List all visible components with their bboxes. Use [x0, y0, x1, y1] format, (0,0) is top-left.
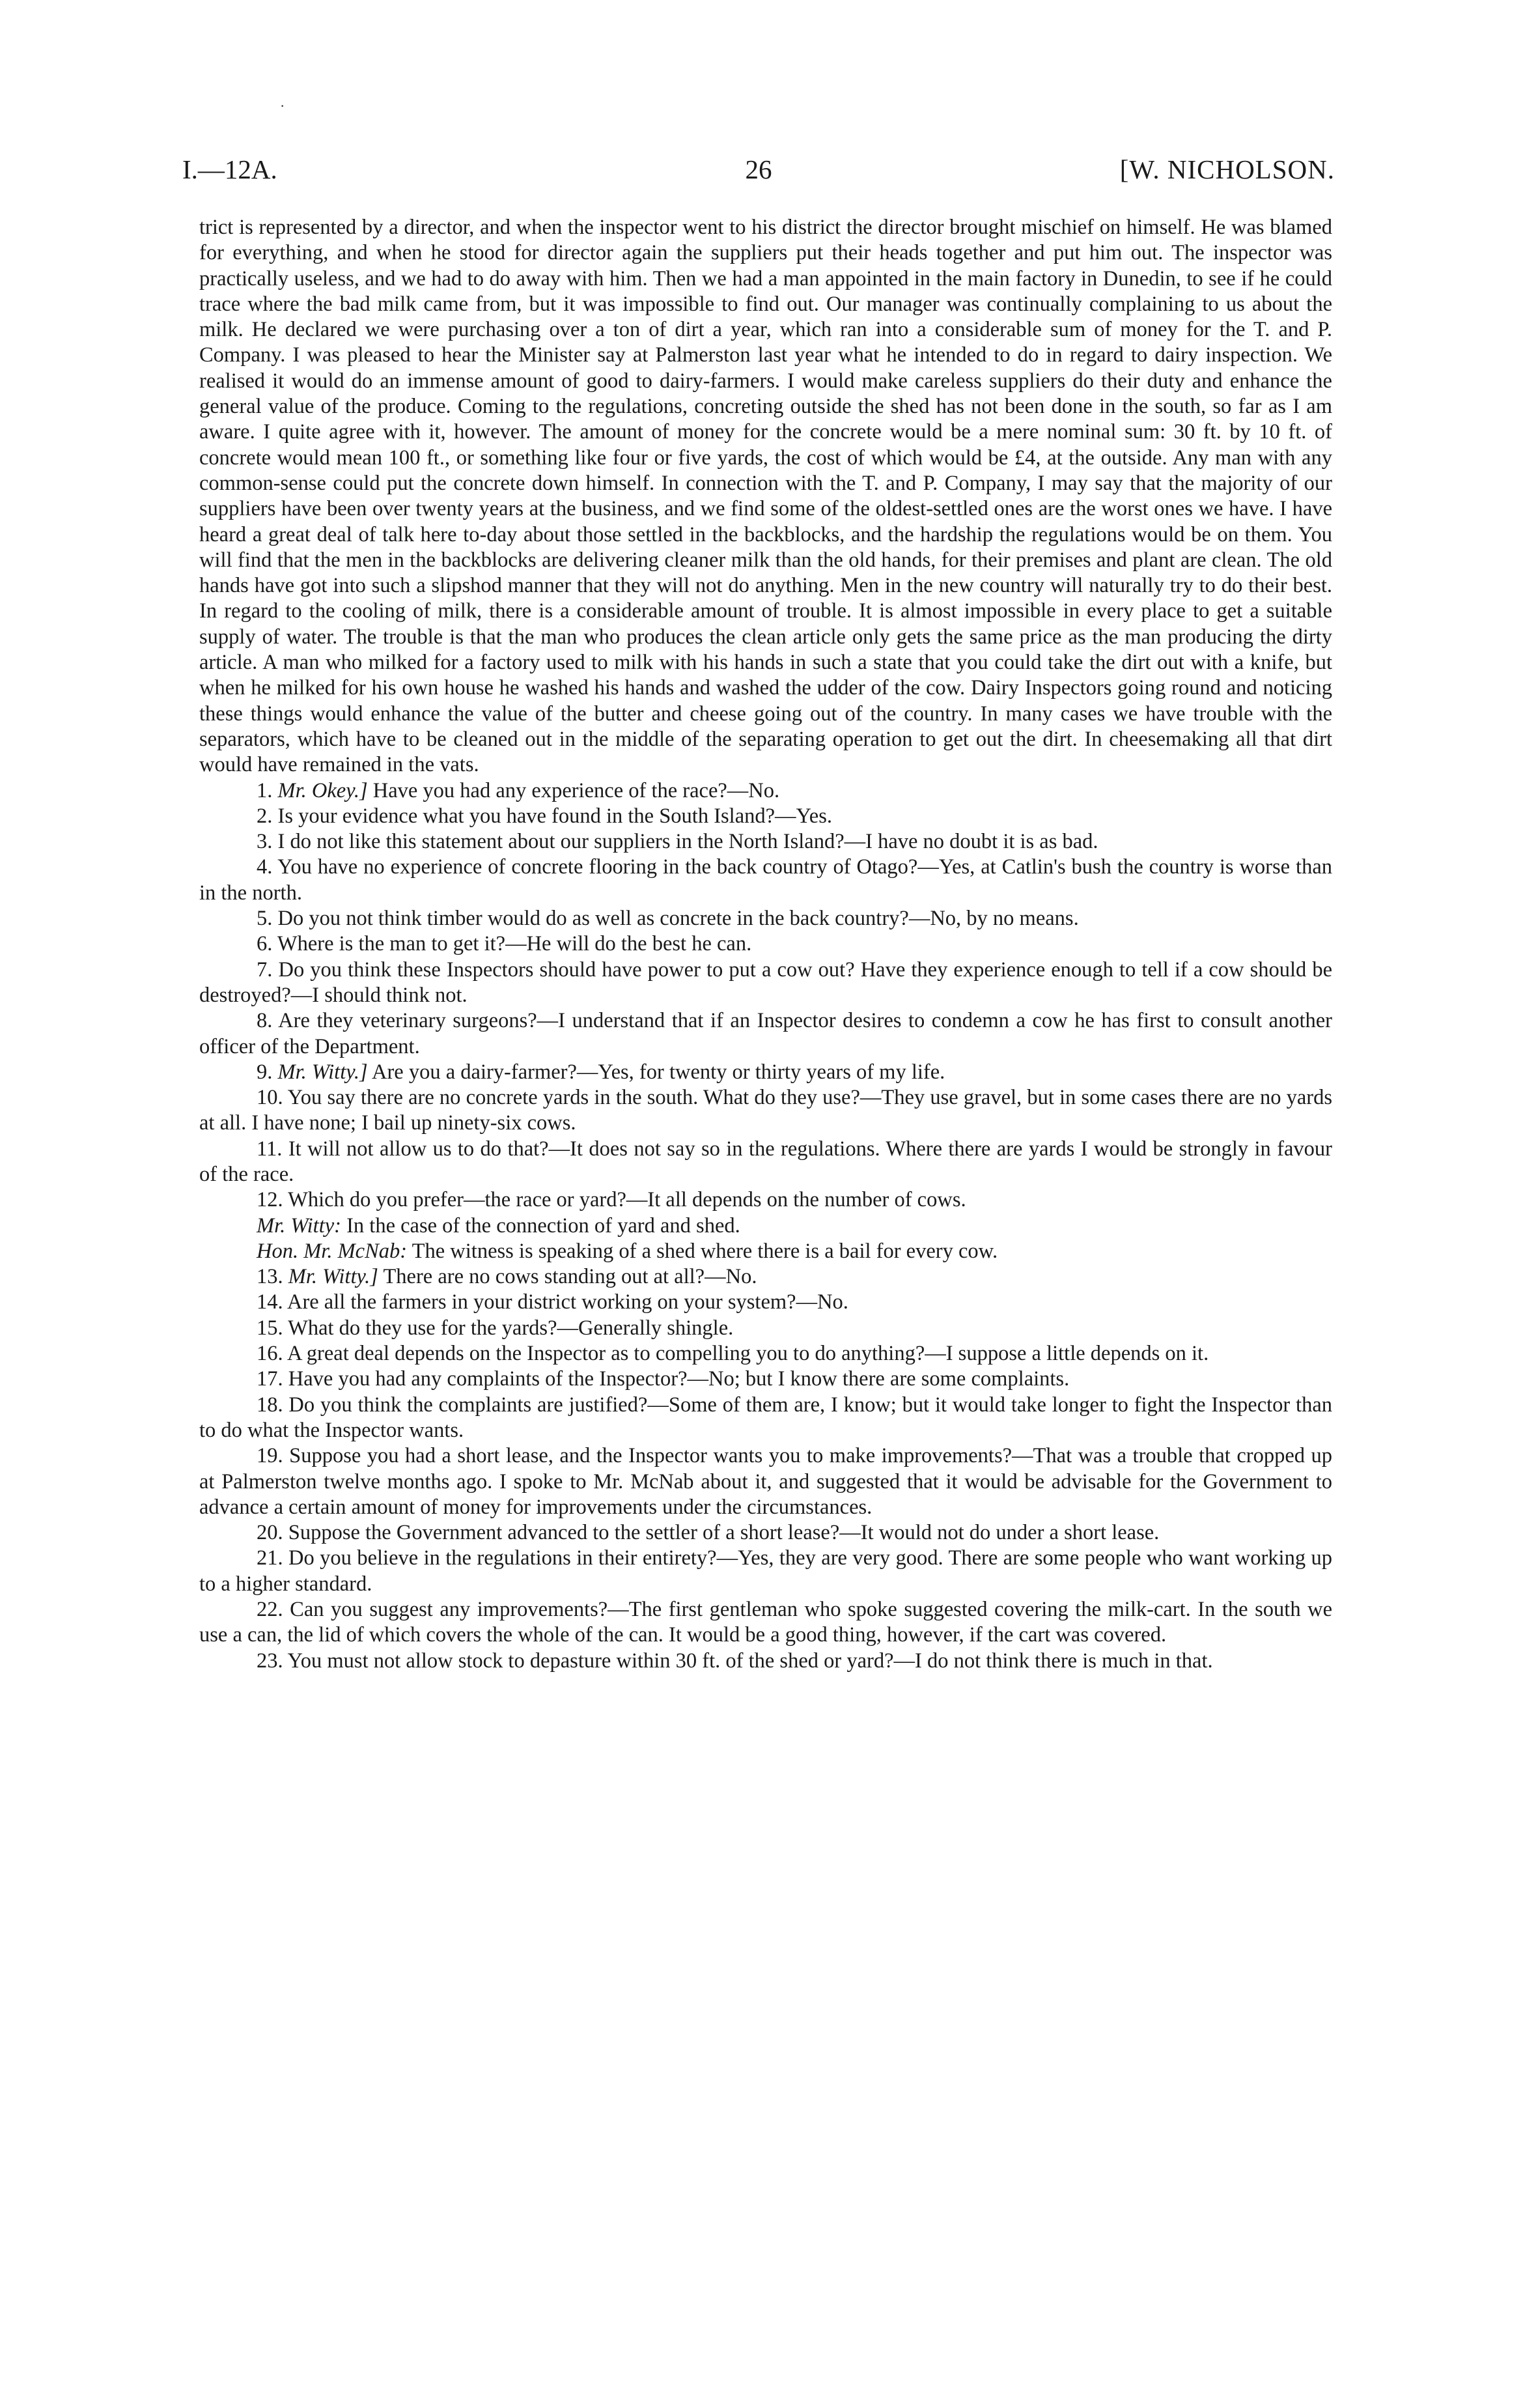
question-number: 23. — [257, 1649, 283, 1673]
qa-block — [199, 778, 1332, 1213]
witness-name: [W. NICHOLSON. — [1119, 154, 1335, 184]
qa-paragraph — [199, 778, 1332, 804]
question-number: 4. — [257, 855, 273, 879]
question-answer-text: It will not allow us to do that?—It does not say so in the regulations. Where there are yards I would be strongly in favour of the race. — [199, 1137, 1332, 1186]
aside-text: The witness is speaking of a shed where there is a bail for every cow. — [412, 1239, 998, 1263]
qa-paragraph — [199, 906, 1332, 931]
question-answer-text: I do not like this statement about our suppliers in the North Island?—I have no doubt it is as bad. — [277, 830, 1098, 854]
speaker-name: Mr. Okey.] — [277, 778, 368, 802]
question-number: 20. — [257, 1521, 283, 1545]
qa-paragraph — [199, 804, 1332, 829]
question-answer-text: Do you believe in the regulations in their entirety?—Yes, they are very good. There are some people who want working up to a higher standard. — [199, 1546, 1333, 1596]
question-answer-text: Are you a dairy-farmer?—Yes, for twenty or thirty years of my life. — [372, 1060, 945, 1084]
qa-paragraph — [199, 1187, 1332, 1213]
qa-paragraph — [199, 1085, 1332, 1137]
question-answer-text: There are no cows standing out at all?—No. — [383, 1265, 757, 1289]
question-answer-text: What do they use for the yards?—Generally shingle. — [288, 1316, 734, 1340]
qa-paragraph — [199, 931, 1332, 957]
intro-paragraph: trict is represented by a director, and when the inspector went to his district the director brought mischief on himself. He was blamed for everything, and when he stood for director again the suppliers put their heads together and put him out. The inspector was practically useless, and we had to do away with him. Then we had a man appointed in the main factory in Dunedin, to see if he could trace where the bad milk came from, but it was impossible to find out. Our manager was continually complaining to us about the milk. He declared we were purchasing over a ton of dirt a year, which ran into a considerable sum of money for the T. and P. Company. I was pleased to hear the Minister say at Palmerston last year what he intended to do in regard to dairy inspection. We realised it would do an immense amount of good to dairy-farmers. I would make careless suppliers do their duty and enhance the general value of the produce. Coming to the regulations, concreting outside the shed has not been done in the south, so far as I am aware. I quite agree with it, however. The amount of money for the concrete would be a mere nominal sum: 30 ft. by 10 ft. of concrete would mean 100 ft., or something like four or five yards, the cost of which would be £4, at the outside. Any man with any common-sense could put the concrete down himself. In connection with the T. and P. Company, I may say that the majority of our suppliers have been over twenty years at the business, and we find some of the oldest-settled ones are the worst ones we have. I have heard a great deal of talk here to-day about those settled in the backblocks, and the hardship the regulations would be on them. You will find that the men in the backblocks are delivering cleaner milk than the old hands, for their premises and plant are clean. The old hands have got into such a slipshod manner that they will not do anything. Men in the new country will naturally try to do their best. In regard to the cooling of milk, there is a considerable amount of trouble. It is almost impossible in every place to get a suitable supply of water. The trouble is that the man who produces the clean article only gets the same price as the man producing the dirty article. A man who milked for a factory used to milk with his hands in such a state that you could take the dirt out with a knife, but when he milked for his own house he washed his hands and washed the udder of the cow. Dairy Inspectors going round and noticing these things would enhance the value of the butter and cheese going out of the country. In many cases we have trouble with the separators, which have to be cleaned out in the middle of the separating operation to get out the dirt. In cheesemaking all that dirt would have remained in the vats. — [199, 216, 1332, 777]
document-reference: I.—12A. — [182, 154, 277, 184]
qa-paragraph — [199, 1597, 1332, 1649]
question-number: 18. — [257, 1393, 283, 1417]
qa-paragraph — [199, 1520, 1332, 1546]
question-answer-text: Do you think the complaints are justified?—Some of them are, I know; but it would take longer to fight the Inspector than to do what the Inspector wants. — [199, 1393, 1332, 1442]
question-number: 17. — [257, 1367, 283, 1391]
page-body — [199, 215, 1332, 1674]
question-answer-text: Can you suggest any improvements?—The first gentleman who spoke suggested covering the milk-cart. In the south we use a can, the lid of which covers the whole of the can. It would be a good thing, however, if the cart was covered. — [199, 1598, 1332, 1647]
qa-paragraph — [199, 1367, 1332, 1392]
aside-block — [199, 1213, 1332, 1265]
question-number: 5. — [257, 907, 273, 931]
aside-text: In the case of the connection of yard and shed. — [346, 1213, 740, 1238]
question-answer-text: Do you not think timber would do as well as concrete in the back country?—No, by no means. — [277, 907, 1079, 931]
question-number: 6. — [257, 932, 273, 956]
qa-paragraph — [199, 1443, 1332, 1520]
question-number: 8. — [257, 1009, 273, 1033]
question-number: 13. — [257, 1265, 283, 1289]
speaker-name: Mr. Witty.] — [277, 1060, 368, 1084]
speaker-name: Mr. Witty.] — [288, 1265, 378, 1289]
question-number: 16. — [257, 1342, 283, 1366]
speaker-name: Hon. Mr. McNab: — [257, 1239, 408, 1263]
question-answer-text: You must not allow stock to depasture within 30 ft. of the shed or yard?—I do not think there is much in that. — [287, 1649, 1213, 1673]
question-answer-text: Have you had any complaints of the Inspector?—No; but I know there are some complaints. — [288, 1367, 1070, 1391]
question-number: 2. — [257, 804, 273, 828]
qa-block — [199, 1264, 1332, 1674]
question-number: 11. — [257, 1137, 283, 1161]
question-answer-text: You say there are no concrete yards in the south. What do they use?—They use gravel, but in some cases there are no yards at all. I have none; I bail up ninety-six cows. — [199, 1086, 1333, 1135]
question-number: 1. — [257, 778, 273, 802]
question-number: 15. — [257, 1316, 283, 1340]
speaker-name: Mr. Witty: — [257, 1213, 341, 1238]
qa-paragraph — [199, 1341, 1332, 1367]
question-number: 3. — [257, 830, 273, 854]
qa-paragraph — [199, 855, 1332, 906]
qa-paragraph — [199, 1137, 1332, 1188]
question-answer-text: Suppose the Government advanced to the settler of a short lease?—It would not do under a short lease. — [288, 1521, 1160, 1545]
question-number: 12. — [257, 1188, 283, 1212]
question-answer-text: Have you had any experience of the race?—No. — [372, 778, 780, 802]
qa-paragraph — [199, 1546, 1332, 1597]
qa-paragraph — [199, 1393, 1332, 1444]
question-number: 21. — [257, 1546, 283, 1570]
scan-speck: · — [280, 98, 285, 114]
question-answer-text: You have no experience of concrete flooring in the back country of Otago?—Yes, at Catlin's bush the country is worse than in the north. — [199, 855, 1332, 905]
aside-paragraph — [199, 1213, 1332, 1239]
question-number: 10. — [257, 1086, 283, 1110]
aside-paragraph — [199, 1239, 1332, 1264]
question-number: 14. — [257, 1290, 283, 1314]
question-answer-text: Is your evidence what you have found in the South Island?—Yes. — [277, 804, 832, 828]
question-number: 19. — [257, 1444, 283, 1468]
qa-paragraph — [199, 1060, 1332, 1085]
question-number: 7. — [257, 957, 273, 982]
question-answer-text: A great deal depends on the Inspector as to compelling you to do anything?—I suppose a little depends on it. — [286, 1342, 1209, 1366]
question-answer-text: Where is the man to get it?—He will do the best he can. — [277, 932, 752, 956]
qa-paragraph — [199, 1290, 1332, 1315]
qa-paragraph — [199, 1649, 1332, 1674]
question-answer-text: Are all the farmers in your district working on your system?—No. — [286, 1290, 848, 1314]
question-number: 22. — [257, 1598, 283, 1622]
qa-paragraph — [199, 1008, 1332, 1060]
question-answer-text: Suppose you had a short lease, and the Inspector wants you to make improvements?—That was a trouble that cropped up at Palmerston twelve months ago. I spoke to Mr. McNab about it, and suggested that it would be advisable for the Government to advance a certain amount of money for improvements under the circumstances. — [199, 1444, 1332, 1519]
page-header — [182, 154, 1335, 193]
question-answer-text: Do you think these Inspectors should have power to put a cow out? Have they experience enough to tell if a cow should be destroyed?—I should think not. — [199, 957, 1332, 1007]
question-answer-text: Are they veterinary surgeons?—I understand that if an Inspector desires to condemn a cow he has first to consult another officer of the Department. — [199, 1009, 1332, 1058]
page-number: 26 — [745, 154, 772, 184]
qa-paragraph — [199, 1316, 1332, 1341]
question-number: 9. — [257, 1060, 273, 1084]
qa-paragraph — [199, 1264, 1332, 1290]
question-answer-text: Which do you prefer—the race or yard?—It all depends on the number of cows. — [288, 1188, 966, 1212]
qa-paragraph — [199, 957, 1332, 1009]
qa-paragraph — [199, 829, 1332, 855]
